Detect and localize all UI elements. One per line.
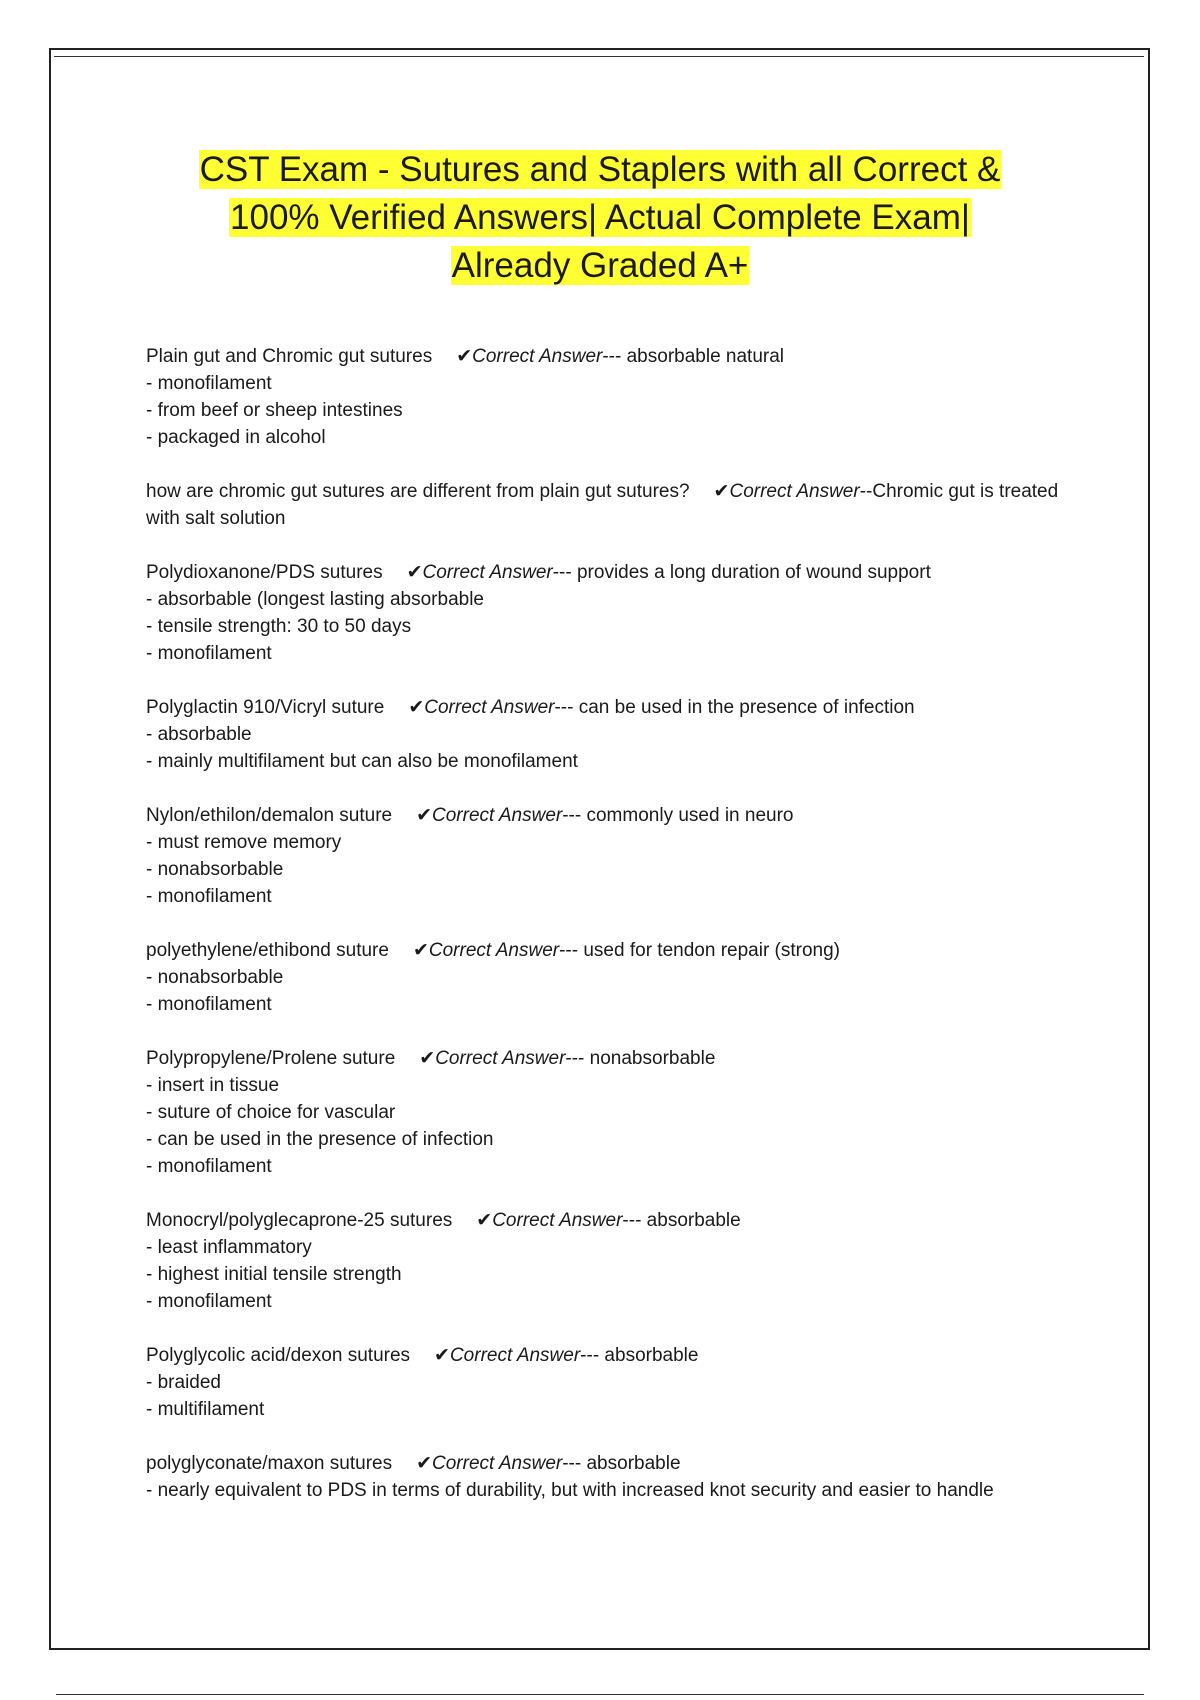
title-line-3: Already Graded A+	[451, 246, 749, 285]
question-line	[146, 559, 1076, 586]
detail-line: - braided	[146, 1372, 221, 1393]
answer-text: --Chromic gut is treated with salt solution	[146, 481, 1059, 529]
answer-text: --- absorbable natural	[602, 346, 785, 367]
question-text: Polyglactin 910/Vicryl suture	[146, 697, 385, 718]
check-icon: ✔	[416, 805, 433, 826]
question-line	[146, 1342, 1076, 1369]
document-title	[130, 146, 1070, 290]
qa-item	[146, 1045, 1076, 1180]
detail-line: - insert in tissue	[146, 1075, 280, 1096]
detail-line: - nonabsorbable	[146, 967, 284, 988]
question-line	[146, 1450, 1076, 1477]
answer-label: Correct Answer	[729, 481, 860, 502]
detail-line: - absorbable (longest lasting absorbable	[146, 589, 484, 610]
answer-label: Correct Answer	[424, 697, 555, 718]
qa-item	[146, 478, 1076, 532]
bottom-rule	[56, 1694, 1144, 1695]
qa-item	[146, 802, 1076, 910]
check-icon: ✔	[456, 346, 473, 367]
qa-item	[146, 1450, 1076, 1504]
detail-line: - monofilament	[146, 373, 272, 394]
detail-line: - monofilament	[146, 643, 272, 664]
check-icon: ✔	[406, 562, 423, 583]
answer	[408, 697, 914, 718]
question-line	[146, 1207, 1076, 1234]
detail-line: - monofilament	[146, 994, 272, 1015]
answer-text: --- commonly used in neuro	[562, 805, 794, 826]
answer	[407, 562, 931, 583]
qa-item	[146, 1207, 1076, 1315]
check-icon: ✔	[416, 1453, 433, 1474]
answer	[413, 940, 840, 961]
answer	[416, 1453, 680, 1474]
check-icon: ✔	[412, 940, 429, 961]
answer-text: --- nonabsorbable	[565, 1048, 716, 1069]
question-line	[146, 478, 1076, 532]
question-line	[146, 937, 1076, 964]
qa-item	[146, 559, 1076, 667]
answer	[416, 805, 793, 826]
question-text: Polydioxanone/PDS sutures	[146, 562, 383, 583]
answer-text: --- provides a long duration of wound support	[552, 562, 931, 583]
detail-line: - must remove memory	[146, 832, 342, 853]
check-icon: ✔	[476, 1210, 493, 1231]
answer-label: Correct Answer	[435, 1048, 566, 1069]
detail-line: - absorbable	[146, 724, 252, 745]
check-icon: ✔	[434, 1345, 450, 1366]
title-line-2: 100% Verified Answers| Actual Complete Exam|	[230, 198, 970, 237]
detail-line: - monofilament	[146, 886, 272, 907]
detail-line: - from beef or sheep intestines	[146, 400, 403, 421]
detail-line: - monofilament	[146, 1291, 272, 1312]
answer-label: Correct Answer	[492, 1210, 623, 1231]
detail-line: - least inflammatory	[146, 1237, 312, 1258]
qa-item	[146, 937, 1076, 1018]
question-text: polyethylene/ethibond suture	[146, 940, 389, 961]
answer-label: Correct Answer	[472, 346, 603, 367]
title-line-1: CST Exam - Sutures and Staplers with all Correct &	[199, 150, 1001, 189]
answer-text: --- absorbable	[622, 1210, 741, 1231]
answer-label: Correct Answer	[428, 940, 560, 961]
qa-list	[146, 343, 1076, 1531]
answer-label: Correct Answer	[432, 1453, 563, 1474]
question-line	[146, 802, 1076, 829]
qa-item	[146, 343, 1076, 451]
question-text: Polypropylene/Prolene suture	[146, 1048, 396, 1069]
top-rule	[54, 56, 1144, 57]
qa-item	[146, 694, 1076, 775]
question-line	[146, 1045, 1076, 1072]
answer-label: Correct Answer	[422, 562, 553, 583]
question-text: polyglyconate/maxon sutures	[146, 1453, 393, 1474]
answer-label: Correct Answer	[449, 1345, 581, 1366]
answer-label: Correct Answer	[432, 805, 563, 826]
detail-line: - suture of choice for vascular	[146, 1102, 396, 1123]
question-line	[146, 343, 1076, 370]
detail-line: - monofilament	[146, 1156, 272, 1177]
question-text: Nylon/ethilon/demalon suture	[146, 805, 393, 826]
answer	[476, 1210, 740, 1231]
check-icon: ✔	[419, 1048, 436, 1069]
check-icon: ✔	[713, 481, 730, 502]
question-line	[146, 694, 1076, 721]
detail-line: - mainly multifilament but can also be monofilament	[146, 751, 578, 772]
detail-line: - tensile strength: 30 to 50 days	[146, 616, 412, 637]
answer-text: --- used for tendon repair (strong)	[559, 940, 841, 961]
detail-line: - packaged in alcohol	[146, 427, 326, 448]
check-icon: ✔	[408, 697, 425, 718]
qa-item	[146, 1342, 1076, 1423]
question-text: Monocryl/polyglecaprone-25 sutures	[146, 1210, 453, 1231]
answer	[456, 346, 784, 367]
detail-line: - multifilament	[146, 1399, 265, 1420]
detail-line: - can be used in the presence of infection	[146, 1129, 494, 1150]
answer	[434, 1345, 698, 1366]
detail-line: - highest initial tensile strength	[146, 1264, 402, 1285]
detail-line: - nearly equivalent to PDS in terms of durability, but with increased knot security and easier to handle	[146, 1480, 994, 1501]
answer-text: --- can be used in the presence of infection	[554, 697, 915, 718]
answer-text: --- absorbable	[562, 1453, 681, 1474]
answer	[419, 1048, 715, 1069]
answer-text: --- absorbable	[580, 1345, 699, 1366]
detail-line: - nonabsorbable	[146, 859, 284, 880]
question-text: how are chromic gut sutures are different from plain gut sutures?	[146, 481, 690, 502]
question-text: Plain gut and Chromic gut sutures	[146, 346, 433, 367]
question-text: Polyglycolic acid/dexon sutures	[146, 1345, 411, 1366]
